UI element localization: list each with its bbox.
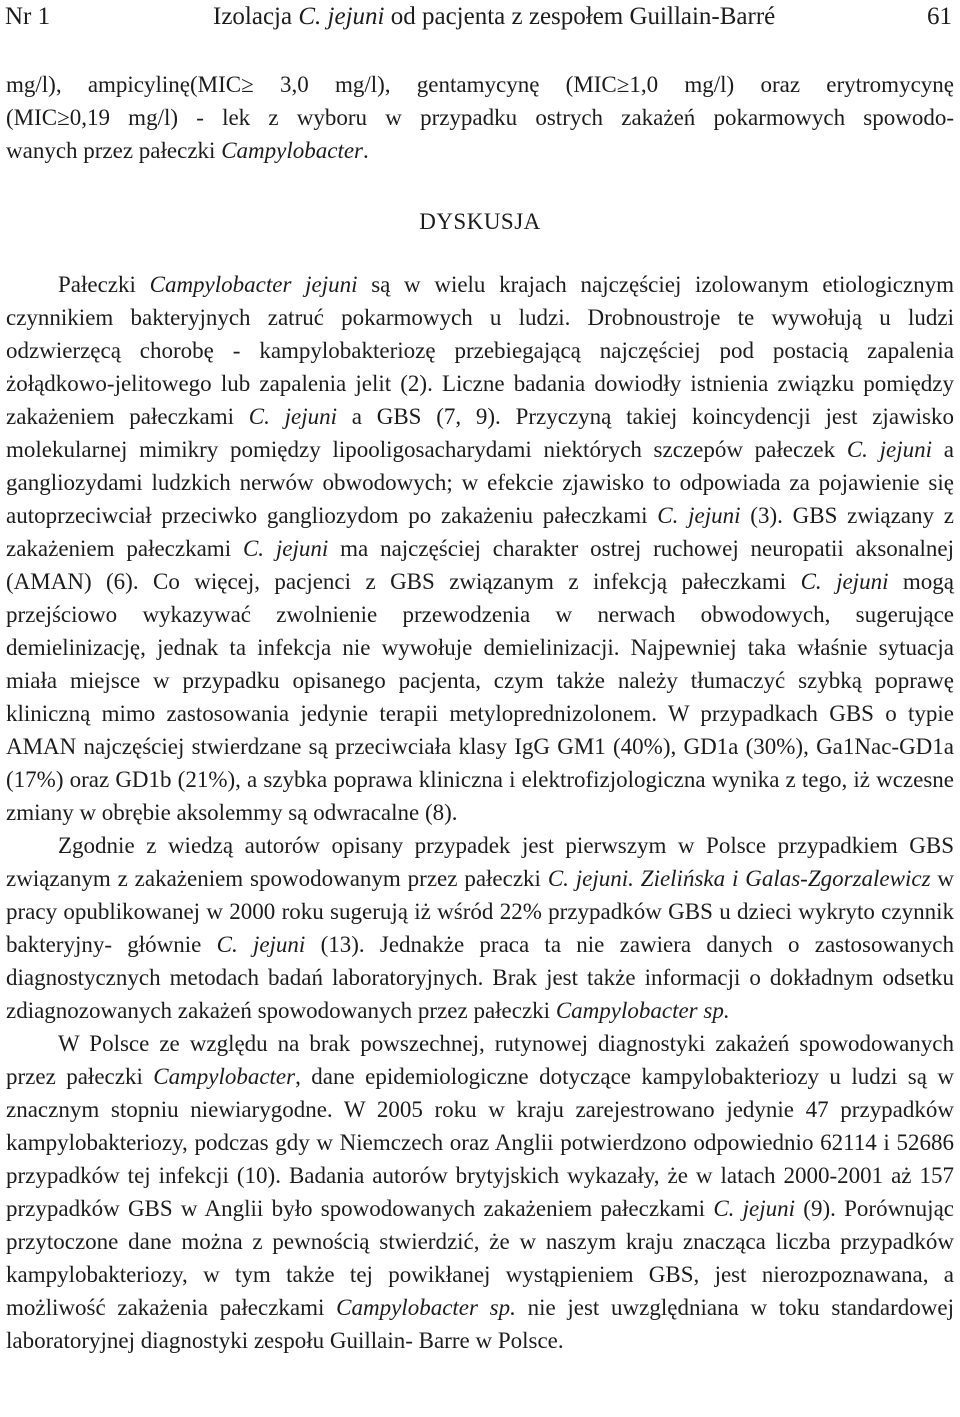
p2-text-1: Zgodnie z wiedzą autorów opisany przypadek jest pierwszym w Polsce przypadkiem GBS związanym z zakażeniem spowodowanym przez pałeczki — [6, 833, 954, 891]
page-number: 61 — [927, 3, 952, 30]
running-title — [213, 0, 775, 34]
p1-species-2: C. jejuni — [248, 404, 337, 429]
p1-text-1: Pałeczki — [58, 272, 150, 297]
intro-line-3-genus: Campylobacter — [221, 138, 363, 163]
intro-line-1: mg/l), ampicylinę(MIC≥ 3,0 mg/l), gentamycynę (MIC≥1,0 mg/l) oraz erytromycynę — [6, 72, 954, 97]
p3-text-1: W Polsce ze względu na brak powszechnej, rutynowej diagnostyki zakażeń spowodowanych przez pałeczki — [6, 1031, 954, 1089]
p1-species-4: C. jejuni — [657, 503, 741, 528]
p2-species-authors: C. jejuni. Zielińska i Galas-Zgorzalewicz — [547, 866, 931, 891]
p1-species-3: C. jejuni — [846, 437, 933, 462]
discussion-paragraph-1 — [6, 268, 954, 829]
running-title-prefix: Izolacja — [213, 3, 299, 30]
running-header — [0, 0, 960, 40]
discussion-paragraph-2 — [6, 829, 954, 1027]
p1-text-3: a GBS (7, 9). Przyczyną takiej koincydencji jest zjawisko molekularnej mimikry pomiędzy lipooligosacharydami niektórych szczepów pałeczek — [6, 404, 954, 462]
p3-text-3: (9). Porównując przytoczone dane można z pewnością stwierdzić, że w naszym kraju znacząca liczba przypadków kampylobakteriozy, w tym także tej powikłanej wystąpieniem GBS, jest nierozpoznawana, a możliwość zakażenia pałeczkami — [6, 1196, 954, 1320]
discussion-paragraph-3 — [6, 1027, 954, 1357]
running-title-species: C. jejuni — [298, 3, 385, 30]
p1-text-7: mogą przejściowo wykazywać zwolnienie przewodzenia w nerwach obwodowych, sugerujące demielinizację, jednak ta infekcja nie wywołuje demielinizacji. Najpewniej taka właśnie sytuacja miała miejsce w przypadku opisanego pacjenta, czym także należy tłumaczyć szybką poprawę kliniczną mimo zastosowania jedynie terapii metyloprednizolonem. W przypadkach GBS o typie AMAN najczęściej stwierdzane są przeciwciała klasy IgG GM1 (40%), GD1a (30%), Ga1Nac-GD1a (17%) oraz GD1b (21%), a szybka poprawa kliniczna i elektrofizjologiczna wynika z tego, iż wczesne zmiany w obrębie aksolemmy są odwracalne (8). — [6, 569, 954, 825]
issue-label: Nr 1 — [5, 3, 51, 30]
intro-line-2: (MIC≥0,19 mg/l) - lek z wyboru w przypadku ostrych zakażeń pokarmowych spowodo- — [6, 105, 954, 130]
p2-text-3: (13). Jednakże praca ta nie zawiera danych o zastosowanych diagnostycznych metodach badań laboratoryjnych. Brak jest także informacji o dokładnym odsetku zdiagnozowanych zakażeń spowodowanych przez pałeczki — [6, 932, 954, 1023]
p1-species-1: Campylobacter jejuni — [149, 272, 358, 297]
p1-species-6: C. jejuni — [800, 569, 889, 594]
p2-species-2: C. jejuni — [216, 932, 306, 957]
p3-text-2: , dane epidemiologiczne dotyczące kampylobakteriozy u ludzi są w znacznym stopniu niewiarygodne. W 2005 roku w kraju zarejestrowano jedynie 47 przypadków kampylobakteriozy, podczas gdy w Niemczech oraz Anglii potwierdzono odpowiednio 62114 i 52686 przypadków tej infekcji (10). Badania autorów brytyjskich wykazały, że w latach 2000-2001 aż 157 przypadków GBS w Anglii było spowodowanych zakażeniem pałeczkami — [6, 1064, 954, 1221]
p1-text-6: ma najczęściej charakter ostrej ruchowej neuropatii aksonalnej (AMAN) (6). Co więcej, pacjenci z GBS związanym z infekcją pałeczkami — [6, 536, 955, 594]
p1-text-2: są w wielu krajach najczęściej izolowanym etiologicznym czynnikiem bakteryjnych zatruć pokarmowych u ludzi. Drobnoustroje te wywołują u ludzi odzwierzęcą chorobę - kampylobakteriozę przebiegającą najczęściej pod postacią zapalenia żołądkowo-jelitowego lub zapalenia jelit (2). Liczne badania dowiodły istnienia związku pomiędzy zakażeniem pałeczkami — [6, 272, 955, 429]
intro-line-3-end: . — [363, 138, 369, 163]
running-title-suffix: od pacjenta z zespołem Guillain-Barré — [384, 3, 776, 30]
intro-line-3-text: wanych przez pałeczki — [6, 138, 222, 163]
p3-text-4: nie jest uwzględniana w toku standardowej laboratoryjnej diagnostyki zespołu Guillain- Barre w Polsce. — [6, 1295, 954, 1353]
p3-species-2: C. jejuni — [713, 1196, 796, 1221]
article-body — [6, 68, 954, 1357]
p1-text-4: a gangliozydami ludzkich nerwów obwodowych; w efekcie zjawisko to odpowiada za pojawienie się autoprzeciwciał przeciwko gangliozydom po zakażeniu pałeczkami — [6, 437, 954, 528]
intro-line-3 — [6, 134, 954, 167]
p3-species-3: Campylobacter sp. — [336, 1295, 516, 1320]
p3-genus-1: Campylobacter — [153, 1064, 296, 1089]
p2-species-3: Campylobacter sp. — [555, 998, 730, 1023]
p1-species-5: C. jejuni — [242, 536, 329, 561]
section-heading: DYSKUSJA — [419, 209, 541, 234]
intro-continuation — [6, 68, 954, 167]
p2-text-2: w pracy opublikowanej w 2000 roku sugerują iż wśród 22% przypadków GBS u dzieci wykryto czynnik bakteryjny- głównie — [6, 866, 954, 957]
p1-text-5: (3). GBS związany z zakażeniem pałeczkami — [6, 503, 954, 561]
